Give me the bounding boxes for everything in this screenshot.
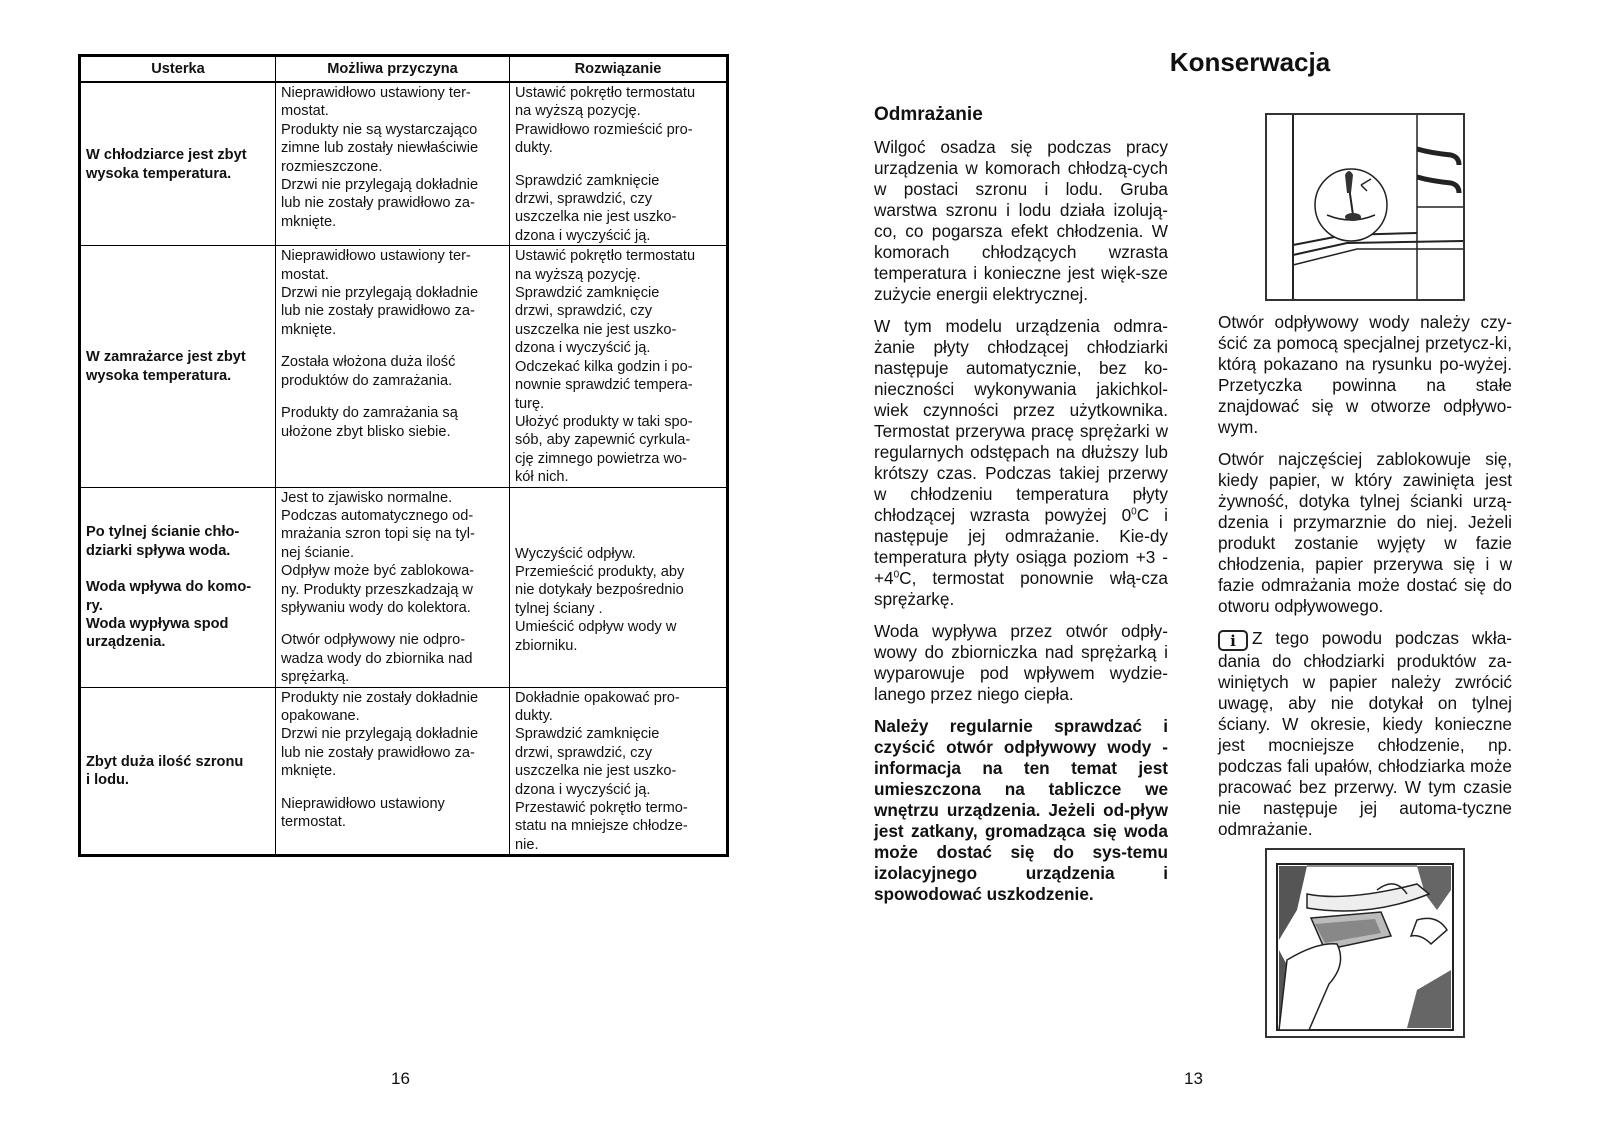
spacer: [86, 560, 270, 578]
cell-line: lub nie zostały prawidłowo za-: [281, 303, 475, 320]
cell-line: wysoka temperatura.: [86, 165, 232, 182]
cell-line: Podczas automatycznego od-: [281, 507, 474, 524]
cell-line: nie dotykały bezpośrednio: [515, 582, 684, 599]
cause-cell: [276, 687, 510, 856]
cell-line: produktów do zamrażania.: [281, 372, 453, 389]
cell-line: drzwi, sprawdzić, czy: [515, 303, 653, 320]
paragraph: Otwór odpływowy wody należy czy-ścić za pomocą specjalnej przetycz-ki, którą pokazano na rysunku po-wyżej. Przetyczka powinna na stałe znajdować się w otworze odpływo-wym.: [1218, 312, 1512, 437]
cell-line: Drzwi nie przylegają dokładnie: [281, 177, 479, 194]
cell-line: W zamrażarce jest zbyt: [86, 349, 246, 366]
cell-line: Przemieścić produkty, aby: [515, 563, 685, 580]
cell-line: Woda wpływa do komo-: [86, 579, 252, 596]
cell-line: mknięte.: [281, 213, 337, 230]
warning-paragraph: Należy regularnie sprawdzać i czyścić otwór odpływowy wody - informacja na ten temat jest umieszczona na tabliczce we wnętrzu urządzenia. Jeżeli od-pływ jest zatkany, gromadząca się woda może dostać się do sys-temu izolacyjnego urządzenia i spowodować uszkodzenie.: [874, 716, 1168, 904]
solution-cell: [510, 687, 728, 856]
cell-line: Produkty nie są wystarczająco: [281, 121, 478, 138]
cell-line: W chłodziarce jest zbyt: [86, 147, 247, 164]
spacer: [515, 158, 721, 172]
spacer: [515, 517, 721, 531]
cell-line: Nieprawidłowo ustawiony: [281, 795, 445, 812]
cell-line: zbiorniku.: [515, 637, 578, 654]
cell-line: Wyczyścić odpływ.: [515, 545, 636, 562]
cell-line: ny. Produkty przeszkadzają w: [281, 581, 473, 598]
cell-line: Sprawdzić zamknięcie: [515, 172, 660, 189]
page-number-left: 16: [391, 1069, 410, 1088]
cell-line: rozmieszczone.: [281, 158, 383, 175]
cell-line: lub nie zostały prawidłowo za-: [281, 195, 475, 212]
cell-line: sprężarką.: [281, 669, 350, 686]
defrosting-drawing: [1267, 850, 1463, 1036]
spacer: [281, 390, 504, 404]
cell-line: Zbyt duża ilość szronu: [86, 754, 244, 771]
cell-line: uszczelka nie jest uszko-: [515, 321, 677, 338]
paragraph: Otwór najczęściej zablokowuje się, kiedy papier, w który zawinięta jest żywność, dotyka tylnej ścianki urzą-dzenia i przymarznie do niej. Jeżeli produkt zostanie wyjęty w fazie chłodzenia, papier przerywa się i w fazie odmrażania może dostać się do otworu odpływowego.: [1218, 449, 1512, 616]
cell-line: uszczelka nie jest uszko-: [515, 763, 677, 780]
cell-line: Przestawić pokrętło termo-: [515, 800, 688, 817]
table-row: [80, 687, 728, 856]
cause-cell: [276, 487, 510, 687]
cell-line: nie.: [515, 836, 539, 853]
paragraph: Woda wypływa przez otwór odpły-wowy do zbiorniczka nad sprężarką i wyparowuje pod wpływem wydzie-lanego przez niego ciepła.: [874, 621, 1168, 704]
table-row: [80, 487, 728, 687]
spacer: [515, 503, 721, 517]
cell-line: Otwór odpływowy nie odpro-: [281, 632, 466, 649]
cell-line: Umieścić odpływ wody w: [515, 619, 677, 636]
solution-cell: [510, 82, 728, 246]
cell-line: tylnej ściany .: [515, 600, 603, 617]
cell-line: zimne lub zostały niewłaściwie: [281, 140, 479, 157]
section-title: Odmrażanie: [874, 104, 983, 125]
solution-cell: [510, 487, 728, 687]
cell-line: spływaniu wody do kolektora.: [281, 599, 471, 616]
cell-line: Drzwi nie przylegają dokładnie: [281, 726, 479, 743]
cell-line: Nieprawidłowo ustawiony ter-: [281, 248, 471, 265]
cell-line: Ustawić pokrętło termostatu: [515, 248, 696, 265]
cell-line: Produkty do zamrażania są: [281, 405, 458, 422]
cause-cell: [276, 82, 510, 246]
text-column-middle: [874, 137, 1168, 916]
cell-line: dzona i wyczyścić ją.: [515, 340, 651, 357]
spacer: [515, 531, 721, 545]
cell-line: nej ścianie.: [281, 544, 355, 561]
text-column-right: [1218, 312, 1512, 851]
cell-line: Odpływ może być zablokowa-: [281, 563, 475, 580]
cell-line: Ułożyć produkty w taki spo-: [515, 413, 693, 430]
fault-cell: [80, 246, 276, 487]
cell-line: mostat.: [281, 266, 329, 283]
cell-line: turę.: [515, 395, 545, 412]
fault-cell: [80, 487, 276, 687]
solution-cell: [510, 246, 728, 487]
paragraph: Wilgoć osadza się podczas pracy urządzenia w komorach chłodzą-cych w postaci szronu i lodu. Gruba warstwa szronu i lodu działa izolują-co, co pogarsza efekt chłodzenia. W komorach chłodzących wzrasta temperatura i konieczne jest więk-sze zużycie energii elektrycznej.: [874, 137, 1168, 304]
drain-plug-drawing: [1267, 115, 1463, 299]
table-header-row: [80, 56, 728, 83]
cell-line: dziarki spływa woda.: [86, 542, 231, 559]
cell-line: Została włożona duża ilość: [281, 354, 456, 371]
info-icon: i: [1218, 630, 1248, 651]
cell-line: mknięte.: [281, 321, 337, 338]
cell-line: nownie sprawdzić tempera-: [515, 377, 693, 394]
cell-line: uszczelka nie jest uszko-: [515, 209, 677, 226]
cell-line: dukty.: [515, 708, 553, 724]
header-fault: Usterka: [80, 56, 276, 83]
page-number-right: 13: [1184, 1069, 1203, 1088]
cell-line: Ustawić pokrętło termostatu: [515, 85, 696, 101]
spacer: [281, 339, 504, 353]
cell-line: Sprawdzić zamknięcie: [515, 726, 660, 743]
fault-cell: [80, 687, 276, 856]
cell-line: Drzwi nie przylegają dokładnie: [281, 285, 479, 302]
cell-line: na wyższą pozycję.: [515, 266, 641, 283]
cell-line: dzona i wyczyścić ją.: [515, 781, 651, 798]
spacer: [281, 781, 504, 795]
spacer: [281, 617, 504, 631]
cell-line: statu na mniejsze chłodze-: [515, 818, 688, 835]
cell-line: ry.: [86, 597, 103, 614]
spacer: [515, 489, 721, 503]
cell-line: mostat.: [281, 103, 329, 120]
header-solution: Rozwiązanie: [510, 56, 728, 83]
cell-line: urządzenia.: [86, 634, 166, 651]
cell-line: opakowane.: [281, 708, 360, 724]
cell-line: i lodu.: [86, 772, 129, 789]
header-cause: Możliwa przyczyna: [276, 56, 510, 83]
cell-line: cję zimnego powietrza wo-: [515, 450, 687, 467]
cell-line: Prawidłowo rozmieścić pro-: [515, 121, 693, 138]
cell-line: dzona i wyczyścić ją.: [515, 227, 651, 244]
table-row: [80, 82, 728, 246]
cell-line: Sprawdzić zamknięcie: [515, 285, 660, 302]
cell-line: wysoka temperatura.: [86, 367, 232, 384]
defrosting-illustration: [1265, 848, 1465, 1038]
cell-line: mknięte.: [281, 763, 337, 780]
cell-line: Produkty nie zostały dokładnie: [281, 689, 479, 706]
cell-line: mrażania szron topi się na tyl-: [281, 526, 475, 543]
troubleshooting-table: [78, 54, 729, 857]
paragraph: i Z tego powodu podczas wkła-dania do chłodziarki produktów za-winiętych w papier należy zwrócić uwagę, aby nie dotykał on tylnej ściany. W okresie, kiedy konieczne jest mocniejsze chłodzenie, np. podczas fali upałów, chłodziarka może pracować bez przerwy. W tym czasie nie następuje jej automa-tyczne odmrażanie.: [1218, 628, 1512, 839]
cell-line: Woda wypływa spod: [86, 615, 229, 632]
cell-line: ułożone zbyt blisko siebie.: [281, 423, 451, 440]
drain-plug-illustration: [1265, 113, 1465, 301]
cell-line: kół nich.: [515, 469, 569, 486]
page-title: Konserwacja: [1169, 47, 1331, 77]
cell-line: Odczekać kilka godzin i po-: [515, 358, 693, 375]
cell-line: na wyższą pozycję.: [515, 103, 641, 120]
cell-line: dukty.: [515, 140, 553, 157]
cell-line: drzwi, sprawdzić, czy: [515, 191, 653, 208]
cell-line: drzwi, sprawdzić, czy: [515, 744, 653, 761]
cell-line: lub nie zostały prawidłowo za-: [281, 744, 475, 761]
paragraph: W tym modelu urządzenia odmra-żanie płyty chłodzącej chłodziarki następuje automatycznie, bez ko-nieczności wykonywania jakichkol-wiek czynności przez użytkownika. Termostat przerywa pracę sprężarki w regularnych odstępach na dłuższy lub krótszy czas. Podczas takiej przerwy w chłodzeniu temperatura płyty chłodzącej wzrasta powyżej $0^0C$ i następuje jej odmrażanie. Kie-dy temperatura płyty osiąga poziom $+3 - +4^0C$, termostat ponownie włą-cza sprężarkę.: [874, 316, 1168, 609]
table-row: [80, 246, 728, 487]
cell-line: sób, aby zapewnić cyrkula-: [515, 432, 691, 449]
cause-cell: [276, 246, 510, 487]
fault-cell: [80, 82, 276, 246]
cell-line: Nieprawidłowo ustawiony ter-: [281, 85, 471, 101]
cell-line: Po tylnej ścianie chło-: [86, 524, 240, 541]
cell-line: termostat.: [281, 814, 346, 831]
cell-line: Jest to zjawisko normalne.: [281, 489, 453, 506]
cell-line: wadza wody do zbiornika nad: [281, 650, 473, 667]
cell-line: Dokładnie opakować pro-: [515, 689, 680, 706]
